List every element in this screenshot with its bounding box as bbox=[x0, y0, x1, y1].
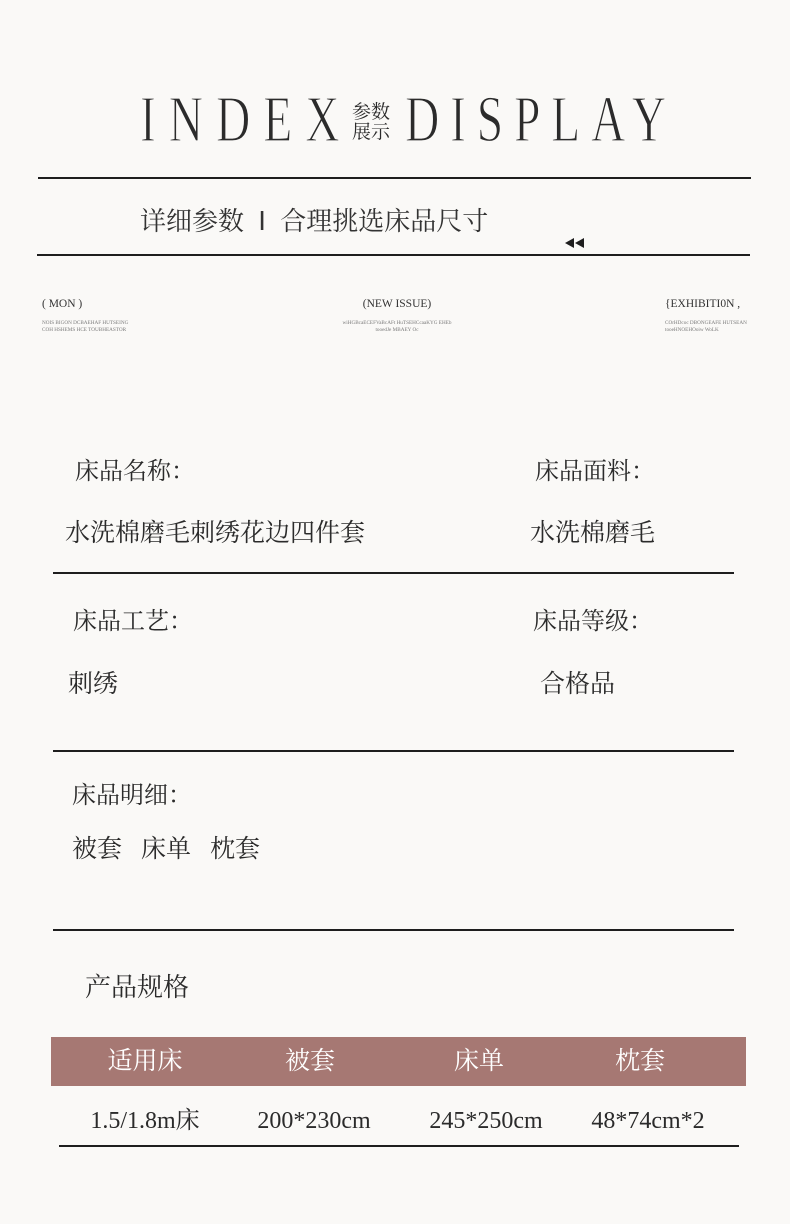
divider-spec-3 bbox=[53, 929, 734, 931]
title-stack-bottom: 展示 bbox=[352, 121, 391, 143]
tag-fine-print: NOIS BIGON DCBAEHAF HUTSEING bbox=[42, 320, 129, 326]
product-name-label: 床品名称： bbox=[75, 457, 195, 485]
title-display-word: DISPLAY bbox=[404, 85, 677, 155]
divider-spec-2 bbox=[53, 750, 734, 752]
product-name-value: 水洗棉磨毛刺绣花边四件套 bbox=[65, 518, 366, 547]
details-item-bed-sheet: 床单 bbox=[141, 834, 192, 863]
tag-fine-print: wiHGBcaECEFVaBcAFt HuTSEHCcaaKYG EHEb bbox=[342, 320, 452, 326]
details-list bbox=[72, 836, 260, 862]
divider-subtitle bbox=[37, 254, 750, 256]
tag-fine-print: COH HSHEMS HCE TOUBHEASTOR bbox=[42, 327, 127, 333]
grade-label: 床品等级： bbox=[533, 607, 653, 635]
cell-bed-size: 1.5/1.8m床 bbox=[90, 1108, 200, 1134]
column-header-pillowcase: 枕套 bbox=[614, 1046, 665, 1075]
tag-label: ( MON ) bbox=[42, 298, 83, 310]
tag-label: {EXHIBITI0N , bbox=[665, 298, 741, 310]
divider-spec-1 bbox=[53, 572, 734, 574]
divider-table-bottom bbox=[59, 1145, 739, 1147]
rewind-icon bbox=[565, 238, 585, 249]
divider-top bbox=[38, 177, 751, 179]
details-item-pillowcase: 枕套 bbox=[210, 834, 261, 863]
tag-mon bbox=[42, 298, 128, 334]
grade-value: 合格品 bbox=[540, 669, 616, 698]
cell-duvet-cover-size: 200*230cm bbox=[257, 1108, 371, 1134]
details-label: 床品明细： bbox=[72, 781, 192, 809]
cell-pillowcase-size: 48*74cm*2 bbox=[591, 1108, 705, 1134]
fabric-label: 床品面料： bbox=[535, 457, 655, 485]
subtitle: 详细参数 I 合理挑选床品尺寸 bbox=[140, 207, 489, 237]
fabric-value: 水洗棉磨毛 bbox=[530, 518, 656, 547]
cell-bed-sheet-size: 245*250cm bbox=[429, 1108, 543, 1134]
column-header-bed-sheet: 床单 bbox=[453, 1046, 504, 1075]
title-stacked-caption bbox=[352, 102, 390, 142]
tag-fine-print: tooeHNOEHOoiw WoLK bbox=[665, 327, 719, 333]
tag-fine-print: tooedJe MBAEY Oc bbox=[375, 327, 419, 333]
tag-new-issue bbox=[317, 298, 477, 334]
tag-fine-print: COrHDcoc DBONGEAFE HUTSEAN bbox=[665, 320, 747, 326]
craft-value: 刺绣 bbox=[68, 669, 119, 698]
details-item-duvet-cover: 被套 bbox=[72, 834, 123, 863]
tag-label: (NEW ISSUE) bbox=[362, 298, 432, 310]
index-display-title bbox=[0, 85, 790, 155]
title-index-word: INDEX bbox=[139, 85, 353, 155]
tag-exhibition bbox=[665, 298, 747, 334]
column-header-bed-size: 适用床 bbox=[107, 1046, 183, 1075]
size-table-heading: 产品规格 bbox=[85, 973, 190, 1003]
craft-label: 床品工艺： bbox=[73, 607, 193, 635]
title-stack-top: 参数 bbox=[352, 101, 391, 123]
column-header-duvet-cover: 被套 bbox=[284, 1046, 335, 1075]
